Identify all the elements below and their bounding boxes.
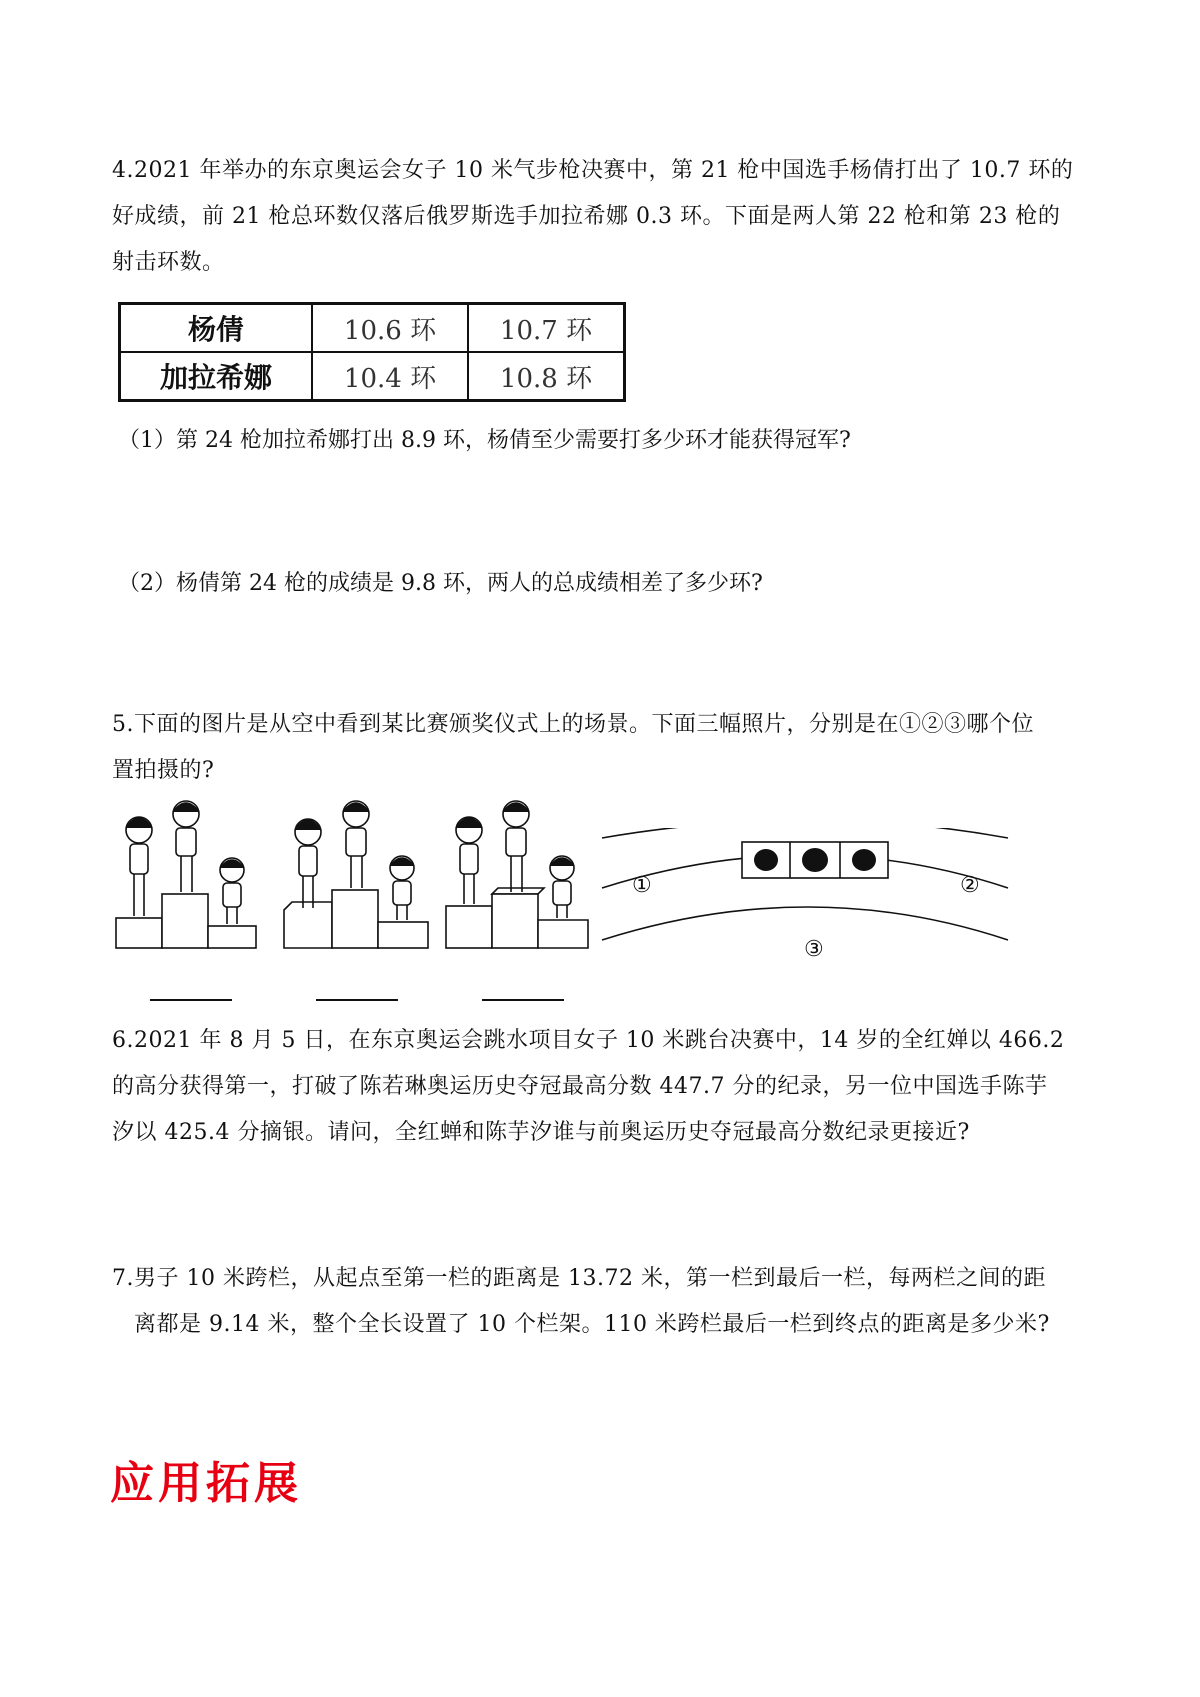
q4-line-1: 4.2021 年举办的东京奥运会女子 10 米气步枪决赛中，第 21 枪中国选手杨倩打出了 10.7 环的 [112,158,1074,183]
answer-blank-1[interactable] [150,999,232,1001]
podium-photo-2 [280,800,436,950]
overhead-view-diagram [600,828,1020,986]
q4-line-2: 好成绩，前 21 枪总环数仅落后俄罗斯选手加拉希娜 0.3 环。下面是两人第 22 枪和第 23 枪的 [112,204,1061,229]
position-label-1: ① [632,873,652,898]
podium-photo-3 [442,800,598,950]
q6-line-1: 6.2021 年 8 月 5 日，在东京奥运会跳水项目女子 10 米跳台决赛中，14 岁的全红婵以 466.2 [112,1028,1065,1053]
shot-22-score: 10.4 环 [312,352,468,401]
shot-23-score: 10.8 环 [468,352,625,401]
q4-subquestion-2: （2）杨倩第 24 枪的成绩是 9.8 环，两人的总成绩相差了多少环? [118,571,763,596]
position-label-2: ② [960,873,980,898]
position-label-3: ③ [804,937,824,962]
q7-line-1: 7.男子 10 米跨栏，从起点至第一栏的距离是 13.72 米，第一栏到最后一栏，每两栏之间的距 [112,1266,1046,1291]
q6-line-3: 汐以 425.4 分摘银。请问，全红蝉和陈芋汐谁与前奥运历史夺冠最高分数纪录更接近? [112,1120,970,1145]
answer-blank-3[interactable] [482,999,564,1001]
shot-23-score: 10.7 环 [468,304,625,353]
q5-line-2: 置拍摄的? [112,758,215,783]
shot-22-score: 10.6 环 [312,304,468,353]
q6-line-2: 的高分获得第一，打破了陈若琳奥运历史夺冠最高分数 447.7 分的纪录，另一位中国选手陈芋 [112,1074,1048,1099]
podium-photo-1 [112,800,268,950]
table-row [120,352,625,401]
table-row [120,304,625,353]
q4-line-3: 射击环数。 [112,250,225,275]
athlete-name: 加拉希娜 [120,352,313,401]
q7-line-2: 离都是 9.14 米，整个全长设置了 10 个栏架。110 米跨栏最后一栏到终点的距离是多少米? [134,1312,1050,1337]
answer-blank-2[interactable] [316,999,398,1001]
q4-subquestion-1: （1）第 24 枪加拉希娜打出 8.9 环，杨倩至少需要打多少环才能获得冠军? [118,428,851,453]
q5-line-1: 5.下面的图片是从空中看到某比赛颁奖仪式上的场景。下面三幅照片，分别是在①②③哪个位 [112,712,1034,737]
score-table [118,302,626,402]
athlete-name: 杨倩 [120,304,313,353]
section-heading: 应用拓展 [110,1458,302,1509]
arc-inner [602,907,1008,940]
arc-outer [602,828,1008,838]
